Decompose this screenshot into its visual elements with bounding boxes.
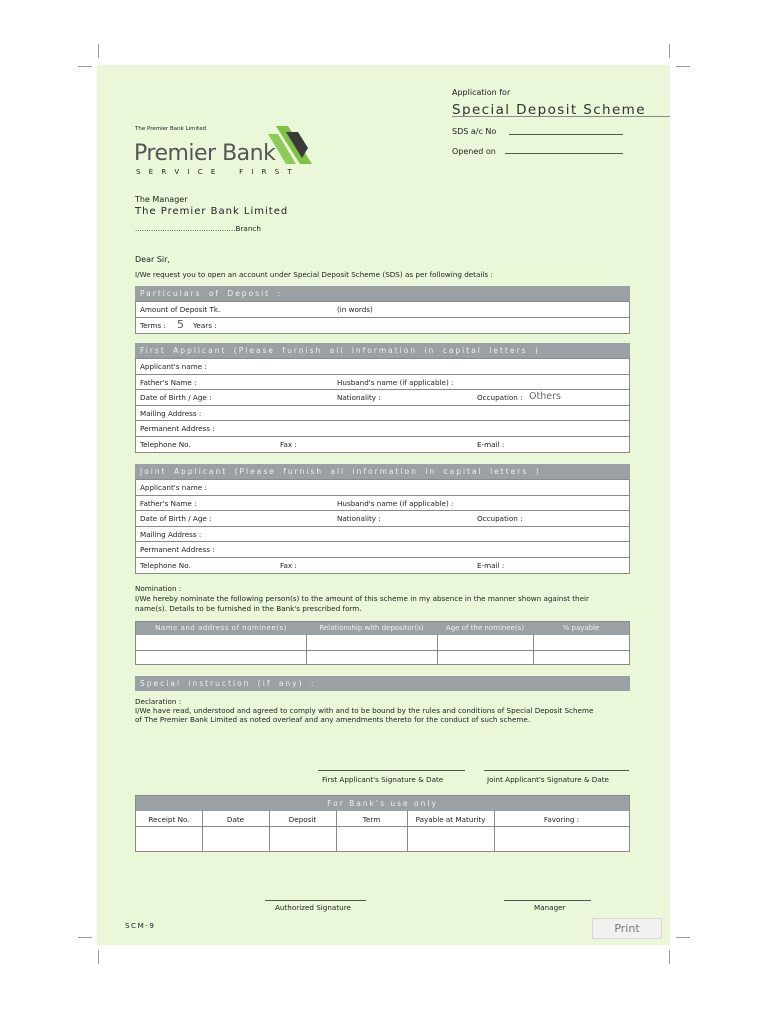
father-name-label: Father's Name : xyxy=(140,498,197,508)
deposit-amount-row[interactable] xyxy=(136,302,629,318)
joint-contact-row[interactable] xyxy=(136,558,629,574)
mailing-address-label: Mailing Address : xyxy=(140,529,202,539)
authorized-signature-line[interactable] xyxy=(265,900,366,901)
sds-account-label: SDS a/c No xyxy=(452,127,497,136)
opened-on-label: Opened on xyxy=(452,147,496,156)
first-applicant-header: First Applicant (Please furnish all information in capital letters ) xyxy=(135,343,630,358)
dob-label: Date of Birth / Age : xyxy=(140,514,212,523)
occupation-value: Others xyxy=(529,391,561,402)
fax-label: Fax : xyxy=(280,560,297,570)
special-instruction-field[interactable]: Special instruction (if any) : xyxy=(135,676,630,691)
first-permanent-row[interactable] xyxy=(136,421,629,437)
nomination-text-1: I/We hereby nominate the following person(s) to the amount of this scheme in my absence in the manner shown against their xyxy=(135,594,589,603)
occupation-label: Occupation : xyxy=(477,514,523,523)
bank-col-date: Date xyxy=(226,815,245,824)
deposit-section-header: Particulars of Deposit : xyxy=(135,286,630,301)
print-button[interactable]: Print xyxy=(592,918,662,939)
title-underline xyxy=(452,116,670,117)
nominee-col-name: Name and address of nominee(s) xyxy=(155,624,287,632)
bank-use-table xyxy=(135,795,630,852)
bank-col-receipt: Receipt No. xyxy=(148,815,190,824)
joint-father-row[interactable] xyxy=(136,496,629,512)
joint-applicant-header: Joint Applicant (Please furnish all information in capital letters ) xyxy=(135,464,630,479)
occupation-label: Occupation : xyxy=(477,393,523,402)
amount-label: Amount of Deposit Tk. xyxy=(140,305,221,314)
joint-dob-row[interactable] xyxy=(136,511,629,527)
joint-applicant-table xyxy=(135,479,630,574)
bank-use-header: For Bank's use only xyxy=(136,796,629,811)
email-label: E-mail : xyxy=(477,439,505,449)
nominee-col-relationship: Relationship with depositor(s) xyxy=(319,624,424,632)
scheme-title: Special Deposit Scheme xyxy=(452,102,646,118)
father-name-label: Father's Name : xyxy=(140,377,197,387)
terms-label: Terms : xyxy=(140,320,166,330)
first-applicant-table xyxy=(135,358,630,453)
joint-mailing-row[interactable] xyxy=(136,527,629,543)
bank-col-favoring: Favoring : xyxy=(543,815,580,824)
first-dob-row[interactable] xyxy=(136,390,629,406)
declaration-title: Declaration : xyxy=(135,697,182,706)
crop-mark xyxy=(676,66,690,67)
authorized-signature-label: Authorized Signature xyxy=(275,903,351,912)
nominee-col-percent: % payable xyxy=(562,624,600,632)
dob-label: Date of Birth / Age : xyxy=(140,393,212,402)
permanent-address-label: Permanent Address : xyxy=(140,545,215,554)
addressee-to: The Manager xyxy=(135,195,188,204)
crop-mark xyxy=(98,44,99,58)
years-label: Years : xyxy=(193,320,217,330)
first-name-row[interactable] xyxy=(136,359,629,375)
bank-small-name: The Premier Bank Limited xyxy=(135,126,207,132)
husband-name-label: Husband's name (if applicable) : xyxy=(337,498,454,508)
opened-on-field[interactable] xyxy=(505,153,623,154)
applicant-name-label: Applicant's name : xyxy=(140,483,207,492)
nomination-title: Nomination : xyxy=(135,584,182,593)
first-contact-row[interactable] xyxy=(136,437,629,453)
declaration-text-1: I/We have read, understood and agreed to comply with and to be bound by the rules and conditions of Special Deposit Scheme xyxy=(135,706,594,715)
husband-name-label: Husband's name (if applicable) : xyxy=(337,377,454,387)
permanent-address-label: Permanent Address : xyxy=(140,424,215,433)
joint-permanent-row[interactable] xyxy=(136,542,629,558)
crop-mark xyxy=(78,66,92,67)
joint-name-row[interactable] xyxy=(136,480,629,496)
nominee-row-2[interactable] xyxy=(136,651,629,665)
crop-mark xyxy=(669,44,670,58)
manager-signature-line[interactable] xyxy=(504,900,591,901)
first-mailing-row[interactable] xyxy=(136,406,629,422)
bank-logo-text: Premier Bank xyxy=(134,141,276,166)
nominee-col-age: Age of the nominee(s) xyxy=(445,624,525,632)
joint-signature-label: Joint Applicant's Signature & Date xyxy=(487,775,609,784)
applicant-name-label: Applicant's name : xyxy=(140,362,207,371)
manager-label: Manager xyxy=(534,903,566,912)
crop-mark xyxy=(669,950,670,964)
nomination-text-2: name(s). Details to be furnished in the Bank's prescribed form. xyxy=(135,604,362,613)
request-text: I/We request you to open an account under Special Deposit Scheme (SDS) as per following details : xyxy=(135,270,493,279)
first-signature-line[interactable] xyxy=(318,770,465,771)
nominee-table xyxy=(135,621,630,665)
bank-use-entry-row[interactable] xyxy=(136,827,629,851)
in-words-label: (in words) xyxy=(337,305,373,314)
declaration-text-2: of The Premier Bank Limited as noted overleaf and any amendments thereto for the conduct of such scheme. xyxy=(135,715,531,724)
salutation: Dear Sir, xyxy=(135,255,170,264)
bank-logo-icon xyxy=(268,126,318,166)
deposit-table xyxy=(135,301,630,334)
form-code: SCM-9 xyxy=(125,921,156,930)
crop-mark xyxy=(98,950,99,964)
bank-tagline: S E R V I C E F I R S T xyxy=(136,168,295,176)
bank-col-payable: Payable at Maturity xyxy=(415,815,486,824)
email-label: E-mail : xyxy=(477,560,505,570)
sds-account-field[interactable] xyxy=(509,134,623,135)
fax-label: Fax : xyxy=(280,439,297,449)
telephone-label: Telephone No. xyxy=(140,439,191,449)
telephone-label: Telephone No. xyxy=(140,560,191,570)
first-father-row[interactable] xyxy=(136,375,629,391)
bank-col-term: Term xyxy=(362,815,381,824)
joint-signature-line[interactable] xyxy=(484,770,629,771)
nominee-row-1[interactable] xyxy=(136,635,629,650)
terms-value: 5 xyxy=(177,317,184,331)
mailing-address-label: Mailing Address : xyxy=(140,408,202,418)
addressee-bank: The Premier Bank Limited xyxy=(135,206,289,217)
crop-mark xyxy=(676,937,690,938)
first-signature-label: First Applicant's Signature & Date xyxy=(322,775,444,784)
nationality-label: Nationality : xyxy=(337,393,381,402)
branch-field[interactable]: ............................................Branch xyxy=(135,224,261,233)
application-for-label: Application for xyxy=(452,88,511,97)
nationality-label: Nationality : xyxy=(337,514,381,523)
crop-mark xyxy=(78,937,92,938)
bank-col-deposit: Deposit xyxy=(288,815,317,824)
deposit-terms-row[interactable] xyxy=(136,318,629,334)
